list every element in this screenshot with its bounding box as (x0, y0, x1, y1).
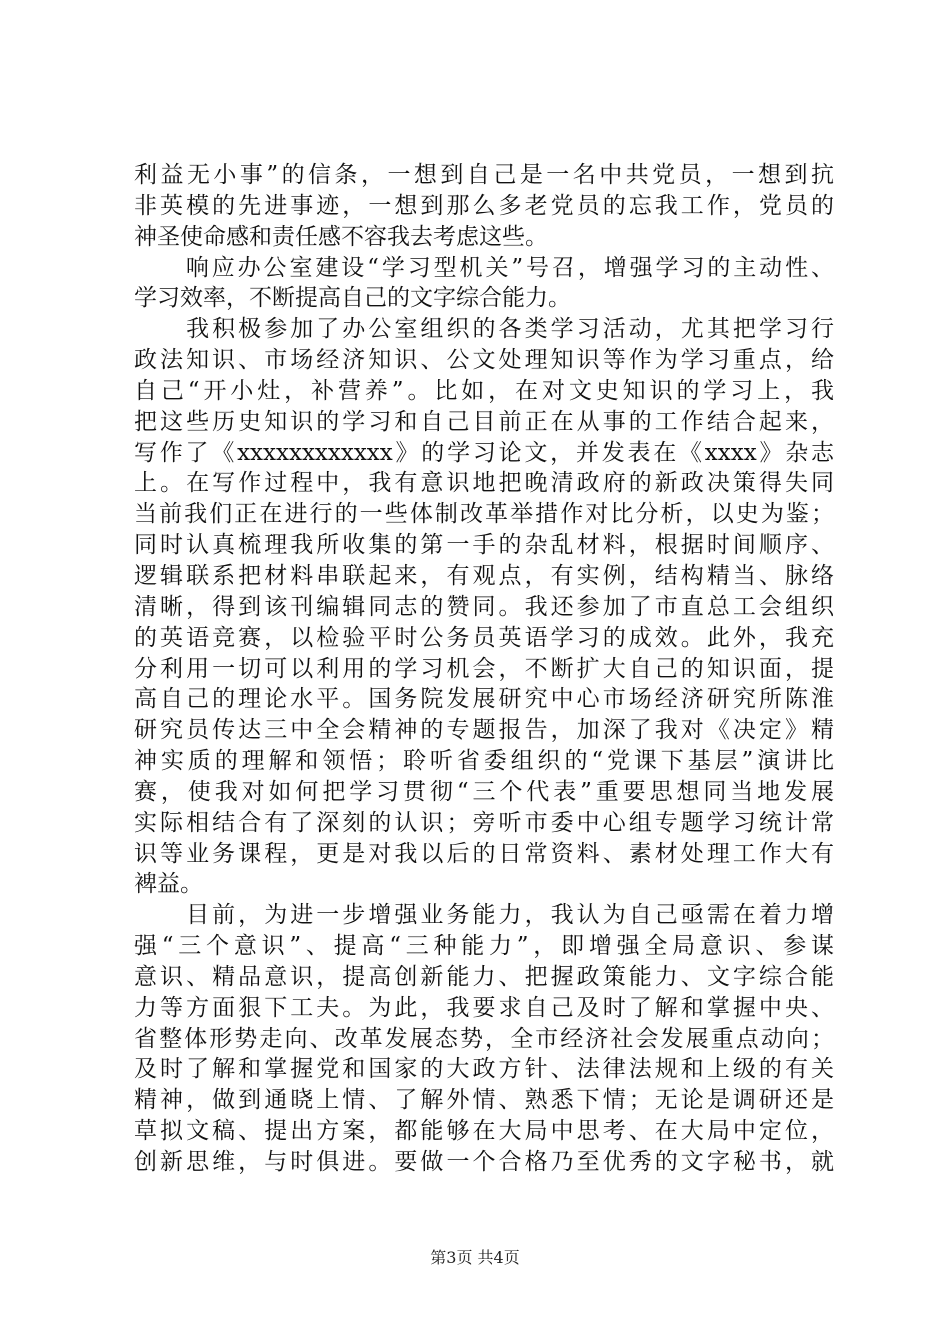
text-line: 赛，使我对如何把学习贯彻“三个代表”重要思想同当地发展 (134, 778, 834, 805)
text-line: 研究员传达三中全会精神的专题报告，加深了我对《决定》精 (134, 717, 834, 744)
text-line: 响应办公室建设“学习型机关”号召，增强学习的主动性、 (134, 254, 834, 281)
text-line: 及时了解和掌握党和国家的大政方针、法律法规和上级的有关 (134, 1056, 834, 1083)
text-line: 神圣使命感和责任感不容我去考虑这些。 (134, 223, 548, 250)
text-line: 意识、精品意识，提高创新能力、把握政策能力、文字综合能 (134, 963, 834, 990)
text-line: 写作了《xxxxxxxxxxxx》的学习论文，并发表在《xxxx》杂志 (134, 439, 834, 466)
text-line: 裨益。 (134, 871, 203, 898)
text-line: 力等方面狠下工夫。为此，我要求自己及时了解和掌握中央、 (134, 994, 834, 1021)
text-line: 高自己的理论水平。国务院发展研究中心市场经济研究所陈淮 (134, 686, 834, 713)
text-line: 同时认真梳理我所收集的第一手的杂乱材料，根据时间顺序、 (134, 532, 834, 559)
text-line: 利益无小事”的信条，一想到自己是一名中共党员，一想到抗 (134, 162, 834, 188)
text-line: 我积极参加了办公室组织的各类学习活动，尤其把学习行 (134, 316, 834, 343)
text-line: 政法知识、市场经济知识、公文处理知识等作为学习重点，给 (134, 347, 834, 374)
text-line: 精神，做到通晓上情、了解外情、熟悉下情；无论是调研还是 (134, 1087, 834, 1114)
text-line: 省整体形势走向、改革发展态势，全市经济社会发展重点动向； (134, 1025, 834, 1052)
text-line: 非英模的先进事迹，一想到那么多老党员的忘我工作，党员的 (134, 192, 834, 219)
text-line: 实际相结合有了深刻的认识；旁听市委中心组专题学习统计常 (134, 809, 834, 836)
text-line: 目前，为进一步增强业务能力，我认为自己亟需在着力增 (134, 902, 834, 929)
text-line: 识等业务课程，更是对我以后的日常资料、素材处理工作大有 (134, 840, 834, 867)
text-line: 神实质的理解和领悟；聆听省委组织的“党课下基层”演讲比 (134, 748, 834, 775)
text-line: 当前我们正在进行的一些体制改革举措作对比分析，以史为鉴； (134, 501, 834, 528)
body-text (134, 160, 834, 1178)
text-line: 学习效率，不断提高自己的文字综合能力。 (134, 285, 571, 312)
text-line: 分利用一切可以利用的学习机会，不断扩大自己的知识面，提 (134, 655, 834, 682)
text-line: 强“三个意识”、提高“三种能力”，即增强全局意识、参谋 (134, 933, 834, 960)
page-footer: 第3页 共4页 (430, 1248, 520, 1267)
text-line: 逻辑联系把材料串联起来，有观点，有实例，结构精当、脉络 (134, 562, 834, 589)
text-line: 草拟文稿、提出方案，都能够在大局中思考、在大局中定位， (134, 1118, 834, 1145)
text-line: 自己“开小灶，补营养”。比如，在对文史知识的学习上，我 (134, 377, 834, 404)
text-line: 的英语竞赛，以检验平时公务员英语学习的成效。此外，我充 (134, 624, 834, 651)
text-line: 上。在写作过程中，我有意识地把晚清政府的新政决策得失同 (134, 470, 834, 497)
text-line: 清晰，得到该刊编辑同志的赞同。我还参加了市直总工会组织 (134, 593, 834, 620)
text-line: 创新思维，与时俱进。要做一个合格乃至优秀的文字秘书，就 (134, 1149, 834, 1175)
text-line: 把这些历史知识的学习和自己目前正在从事的工作结合起来， (134, 408, 834, 435)
